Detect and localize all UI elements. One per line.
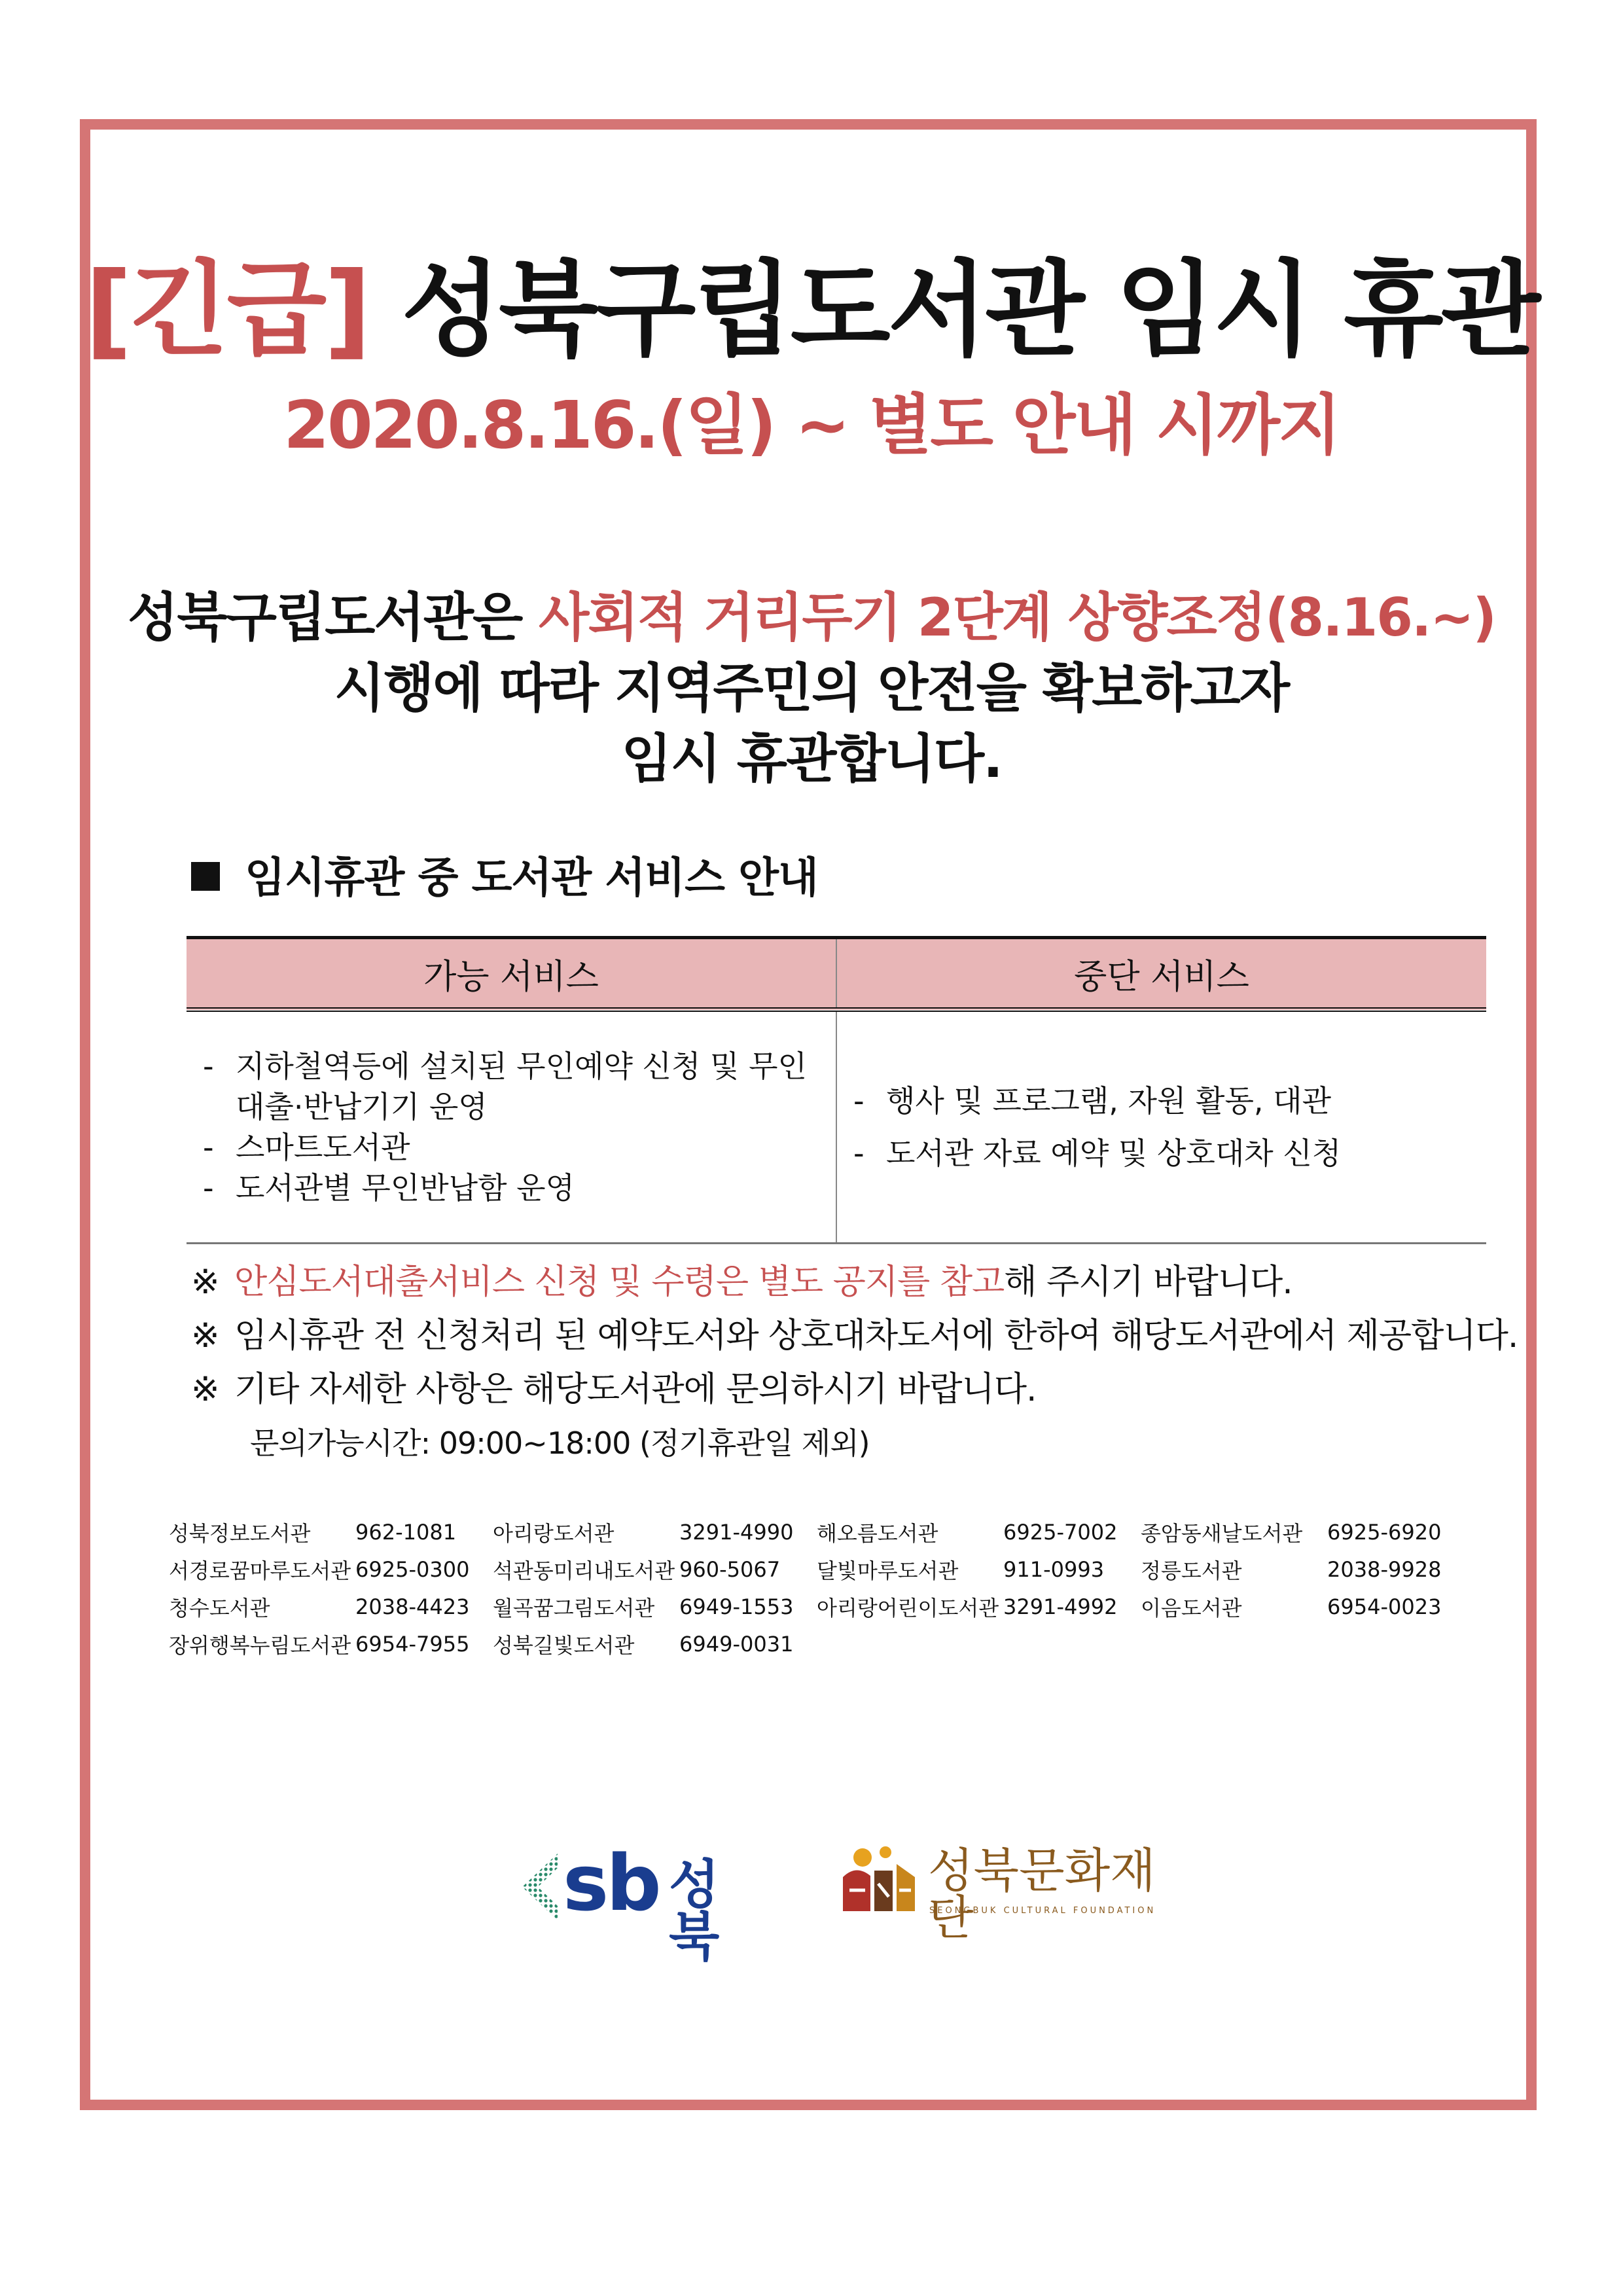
foundation-en-name: SEONGBUK CULTURAL FOUNDATION xyxy=(929,1906,1156,1916)
seongbuk-sb-text: sb xyxy=(563,1838,659,1928)
intro-line1-highlight: 사회적 거리두기 2단계 상향조정(8.16.~) xyxy=(539,587,1495,648)
section-heading xyxy=(191,854,818,903)
library-name xyxy=(817,1625,1003,1662)
note-1-suffix: 해 주시기 바랍니다. xyxy=(1004,1263,1293,1302)
library-phone: 3291-4990 xyxy=(679,1519,794,1545)
suspended-service-2: 도서관 자료 예약 및 상호대차 신청 xyxy=(886,1136,1342,1171)
library-phone: 962-1081 xyxy=(355,1519,457,1545)
library-phone: 6954-0023 xyxy=(1327,1594,1442,1619)
library-phone: 6949-0031 xyxy=(679,1631,794,1657)
list-item xyxy=(203,1127,836,1168)
intro-paragraph xyxy=(0,583,1623,795)
available-services-cell xyxy=(187,1010,836,1244)
table-row xyxy=(169,1625,1465,1662)
library-name: 달빛마루도서관 xyxy=(817,1558,959,1583)
note-1-highlight: 안심도서대출서비스 신청 및 수령은 별도 공지를 참고 xyxy=(234,1263,1005,1302)
seongbuk-logo xyxy=(517,1838,766,1967)
library-name xyxy=(1141,1625,1327,1662)
library-phone: 6925-6920 xyxy=(1327,1519,1442,1545)
available-service-1: 지하철역등에 설치된 무인예약 신청 및 무인대출·반납기기 운영 xyxy=(236,1049,807,1124)
library-phone xyxy=(1003,1625,1141,1662)
table-row xyxy=(169,1513,1465,1551)
list-item xyxy=(853,1133,1486,1174)
square-bullet-icon xyxy=(191,862,220,891)
library-phone: 2038-4423 xyxy=(355,1594,470,1619)
suspended-services-header: 중단 서비스 xyxy=(836,938,1486,1010)
suspended-services-list xyxy=(853,1081,1486,1174)
library-phone: 2038-9928 xyxy=(1327,1556,1442,1582)
title-main: 성북구립도서관 임시 휴관 xyxy=(401,250,1539,370)
available-service-3: 도서관별 무인반납함 운영 xyxy=(236,1170,575,1206)
list-item xyxy=(203,1168,836,1208)
available-services-header: 가능 서비스 xyxy=(187,938,836,1010)
library-phone: 6949-1553 xyxy=(679,1594,794,1619)
reference-mark-icon: ※ xyxy=(191,1263,219,1302)
service-table xyxy=(187,936,1486,1244)
library-phone: 3291-4992 xyxy=(1003,1594,1118,1619)
library-name: 이음도서관 xyxy=(1141,1595,1242,1621)
note-1 xyxy=(191,1255,1518,1309)
section-heading-text: 임시휴관 중 도서관 서비스 안내 xyxy=(245,854,818,903)
available-services-list xyxy=(203,1046,836,1208)
cultural-foundation-logo xyxy=(836,1838,1177,1945)
note-2 xyxy=(191,1309,1518,1363)
notice-title xyxy=(0,250,1623,370)
list-item xyxy=(203,1046,836,1127)
library-name: 월곡꿈그림도서관 xyxy=(493,1595,655,1621)
library-name: 청수도서관 xyxy=(169,1595,270,1621)
intro-line3: 임시 휴관합니다. xyxy=(621,728,1002,789)
inquiry-hours: 문의가능시간: 09:00~18:00 (정기휴관일 제외) xyxy=(250,1426,870,1461)
library-name: 아리랑도서관 xyxy=(493,1520,615,1546)
library-phone: 6954-7955 xyxy=(355,1631,470,1657)
library-name: 서경로꿈마루도서관 xyxy=(169,1558,351,1583)
library-name: 석관동미리내도서관 xyxy=(493,1558,675,1583)
intro-line1-prefix: 성북구립도서관은 xyxy=(128,587,539,648)
library-phone xyxy=(1327,1625,1465,1662)
library-phone: 960-5067 xyxy=(679,1556,781,1582)
available-service-2: 스마트도서관 xyxy=(236,1130,410,1165)
library-name: 성북정보도서관 xyxy=(169,1520,311,1546)
reference-mark-icon: ※ xyxy=(191,1316,219,1355)
library-name: 종암동새날도서관 xyxy=(1141,1520,1303,1546)
library-name: 해오름도서관 xyxy=(817,1520,938,1546)
library-name: 성북길빛도서관 xyxy=(493,1632,635,1658)
library-phone: 911-0993 xyxy=(1003,1556,1105,1582)
seongbuk-kr-text: 성북 xyxy=(669,1854,720,1967)
note-3 xyxy=(191,1363,1518,1416)
library-contacts-table xyxy=(169,1513,1465,1662)
suspended-service-1: 행사 및 프로그램, 자원 활동, 대관 xyxy=(886,1083,1332,1119)
note-2-text: 임시휴관 전 신청처리 된 예약도서와 상호대차도서에 한하여 해당도서관에서 제공합니다. xyxy=(234,1316,1518,1355)
urgent-label: [긴급] xyxy=(84,250,369,370)
foundation-emblem-icon xyxy=(836,1838,920,1916)
seongbuk-mark-icon xyxy=(517,1851,563,1923)
note-3-text: 기타 자세한 사항은 해당도서관에 문의하시기 바랍니다. xyxy=(234,1370,1037,1409)
suspended-services-cell xyxy=(836,1010,1486,1244)
notes xyxy=(191,1255,1518,1470)
table-row xyxy=(169,1551,1465,1588)
reference-mark-icon: ※ xyxy=(191,1370,219,1409)
foundation-kr-name: 성북문화재단 xyxy=(928,1843,1156,1945)
list-item xyxy=(853,1081,1486,1121)
library-name: 아리랑어린이도서관 xyxy=(817,1595,999,1621)
library-phone: 6925-7002 xyxy=(1003,1519,1118,1545)
intro-line2: 시행에 따라 지역주민의 안전을 확보하고자 xyxy=(334,658,1289,719)
closure-period: 2020.8.16.(일) ~ 별도 안내 시까지 xyxy=(283,387,1340,463)
library-name: 장위행복누림도서관 xyxy=(169,1632,351,1658)
library-phone: 6925-0300 xyxy=(355,1556,470,1582)
library-name: 정릉도서관 xyxy=(1141,1558,1242,1583)
table-row xyxy=(169,1588,1465,1625)
